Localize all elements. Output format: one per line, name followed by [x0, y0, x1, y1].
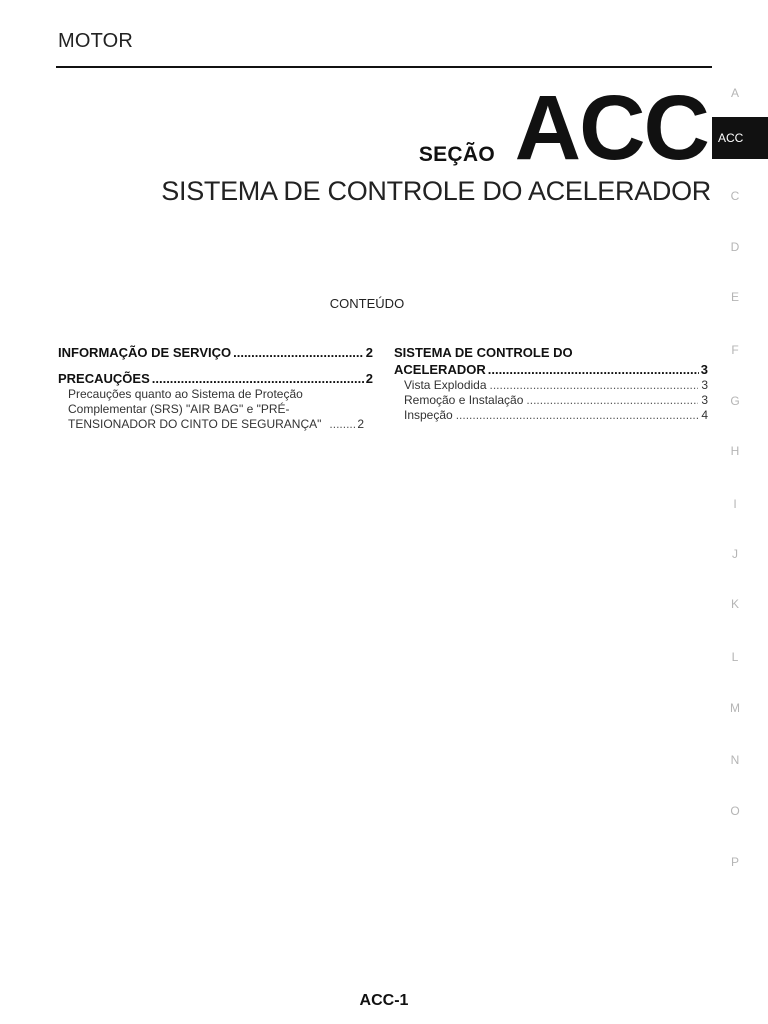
- toc-subentry-page: 2: [357, 417, 365, 431]
- toc-subentry-title: Remoção e Instalação: [404, 393, 524, 407]
- toc-subentry-title: Inspeção: [404, 408, 453, 422]
- index-tab-c[interactable]: C: [730, 189, 740, 203]
- toc-leader-dots: [490, 378, 699, 393]
- section-code: ACC: [514, 77, 708, 179]
- toc-subentry-line: Complementar (SRS) "AIR BAG" e "PRÉ-: [68, 402, 290, 416]
- toc-entry-page: 3: [700, 362, 708, 377]
- toc-leader-dots: [329, 417, 355, 432]
- toc-subentry-precaucoes-srs[interactable]: [58, 387, 373, 432]
- toc-entry-precaucoes[interactable]: [58, 370, 373, 387]
- contents-heading: CONTEÚDO: [329, 296, 405, 311]
- toc-leader-dots: [526, 393, 698, 408]
- toc-left-column: [58, 344, 373, 432]
- toc-subentry-line: Precauções quanto ao Sistema de Proteção: [68, 387, 303, 401]
- toc-entry-page: 2: [365, 371, 373, 386]
- index-tab-h[interactable]: H: [730, 444, 740, 458]
- index-tab-i[interactable]: I: [733, 497, 737, 511]
- toc-subentry-inspecao[interactable]: [394, 408, 708, 423]
- section-label: SEÇÃO: [418, 143, 495, 166]
- index-tab-p[interactable]: P: [730, 855, 739, 869]
- page-number: ACC-1: [359, 992, 409, 1009]
- toc-subentry-page: 3: [701, 393, 708, 407]
- index-tab-acc-active[interactable]: ACC: [712, 117, 768, 159]
- toc-right-column: [394, 344, 708, 423]
- index-tab-d[interactable]: D: [730, 240, 740, 254]
- toc-leader-dots: [152, 370, 364, 387]
- toc-subentry-remocao-instalacao[interactable]: [394, 393, 708, 408]
- toc-leader-dots: [488, 361, 699, 378]
- header-divider: [56, 66, 712, 68]
- toc-entry-title: PRECAUÇÕES: [58, 371, 150, 386]
- manual-header-title: MOTOR: [58, 30, 134, 52]
- index-tab-m[interactable]: M: [730, 701, 740, 715]
- index-tab-e[interactable]: E: [730, 290, 739, 304]
- index-tab-f[interactable]: F: [731, 343, 739, 357]
- index-tab-j[interactable]: J: [732, 547, 738, 561]
- toc-subentry-title: Vista Explodida: [404, 378, 487, 392]
- index-tab-n[interactable]: N: [730, 753, 740, 767]
- section-title: SISTEMA DE CONTROLE DO ACELERADOR: [161, 176, 711, 206]
- toc-subentry-vista-explodida[interactable]: [394, 378, 708, 393]
- toc-subentry-line: TENSIONADOR DO CINTO DE SEGURANÇA": [68, 417, 322, 431]
- toc-entry-informacao-servico[interactable]: [58, 344, 373, 361]
- index-tab-l[interactable]: L: [731, 650, 739, 664]
- toc-subentry-page: 3: [701, 378, 708, 392]
- index-tab-a[interactable]: A: [730, 86, 739, 100]
- toc-entry-title: SISTEMA DE CONTROLE DO: [394, 345, 573, 360]
- toc-entry-sistema-controle-acelerador[interactable]: [394, 344, 708, 378]
- index-tab-o[interactable]: O: [730, 804, 740, 818]
- toc-subentry-page: 4: [701, 408, 708, 422]
- toc-leader-dots: [233, 344, 364, 361]
- toc-leader-dots: [456, 408, 699, 423]
- index-tab-k[interactable]: K: [730, 597, 739, 611]
- toc-entry-title: INFORMAÇÃO DE SERVIÇO: [58, 345, 232, 360]
- index-tab-g[interactable]: G: [730, 394, 740, 408]
- toc-entry-page: 2: [365, 345, 373, 360]
- toc-entry-title: ACELERADOR: [394, 362, 486, 377]
